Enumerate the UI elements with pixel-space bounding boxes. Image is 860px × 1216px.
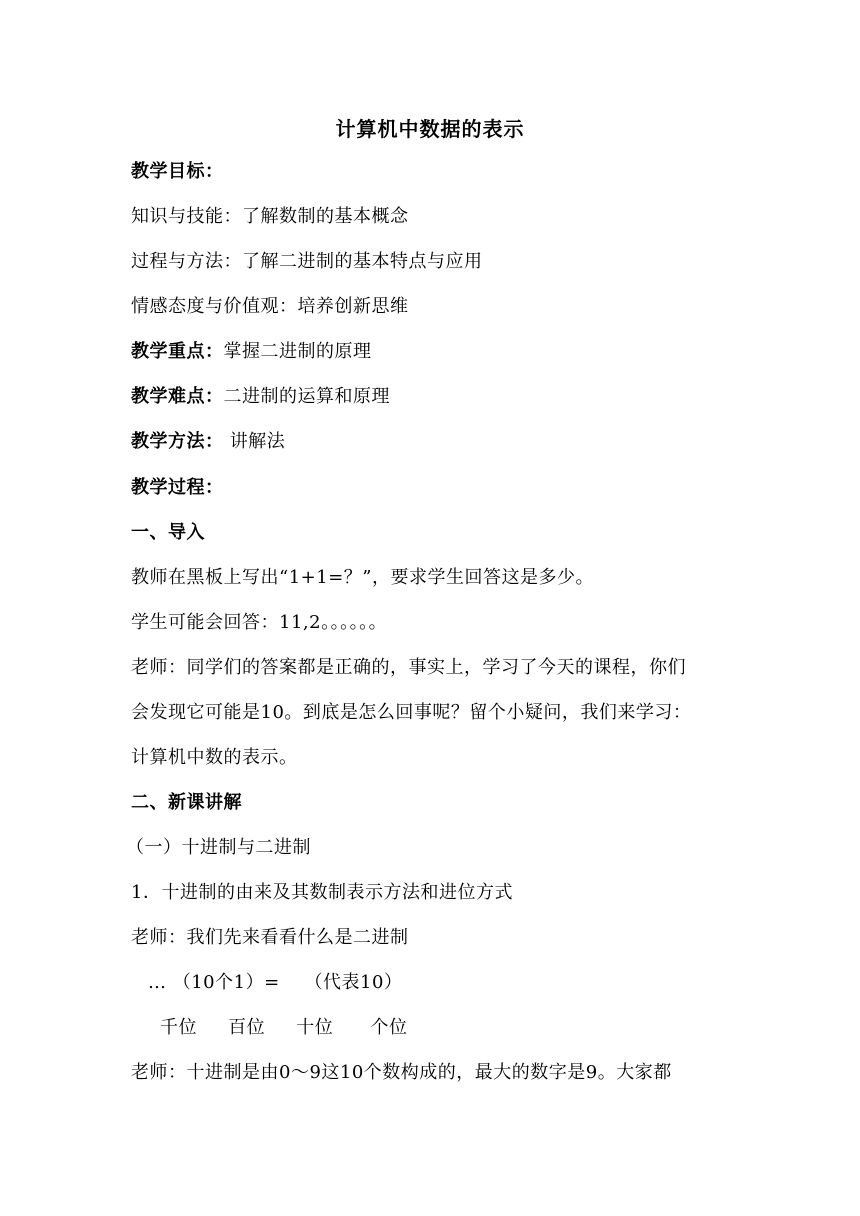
decimal-formula: … （10个1）= （代表10） [148, 972, 403, 993]
section2-heading: 二、新课讲解 [131, 792, 242, 813]
section1-paragraph-1: 教师在黑板上写出“1+1=？”，要求学生回答这是多少。 [131, 567, 594, 588]
process-heading: 教学过程： [131, 477, 224, 498]
key-point-label: 教学重点： [131, 341, 224, 362]
key-point-line [131, 340, 372, 364]
difficulty-line [131, 385, 390, 409]
objective-knowledge: 知识与技能：了解数制的基本概念 [131, 206, 409, 227]
objective-emotion: 情感态度与价值观：培养创新思维 [131, 296, 409, 317]
difficulty-label: 教学难点： [131, 386, 224, 407]
difficulty-text: 二进制的运算和原理 [223, 386, 390, 407]
key-point-text: 掌握二进制的原理 [223, 341, 372, 362]
section1-paragraph-2: 学生可能会回答：11,2。。。。。。 [131, 612, 388, 633]
section1-paragraph-3-line-2: 会发现它可能是10。到底是怎么回事呢？留个小疑问，我们来学习： [131, 702, 692, 723]
objective-process: 过程与方法：了解二进制的基本特点与应用 [131, 251, 483, 272]
section1-paragraph-3-line-1: 老师：同学们的答案都是正确的，事实上，学习了今天的课程，你们 [131, 657, 686, 678]
section1-heading: 一、导入 [131, 522, 205, 543]
section1-paragraph-3-line-3: 计算机中数的表示。 [131, 747, 298, 768]
method-line [131, 430, 285, 454]
section2-paragraph-2: 老师：十进制是由0～9这10个数构成的，最大的数字是9。大家都 [131, 1062, 672, 1083]
method-text: 讲解法 [223, 431, 286, 452]
method-label: 教学方法： [131, 431, 224, 452]
document-title: 计算机中数据的表示 [335, 117, 525, 141]
section2-item-1: 1．十进制的由来及其数制表示方法和进位方式 [131, 882, 513, 903]
objectives-heading: 教学目标： [131, 161, 224, 182]
place-value-labels: 千位 百位 十位 个位 [160, 1017, 408, 1038]
section2-paragraph-1: 老师：我们先来看看什么是二进制 [131, 927, 409, 948]
section2-subheading: （一）十进制与二进制 [126, 837, 311, 858]
